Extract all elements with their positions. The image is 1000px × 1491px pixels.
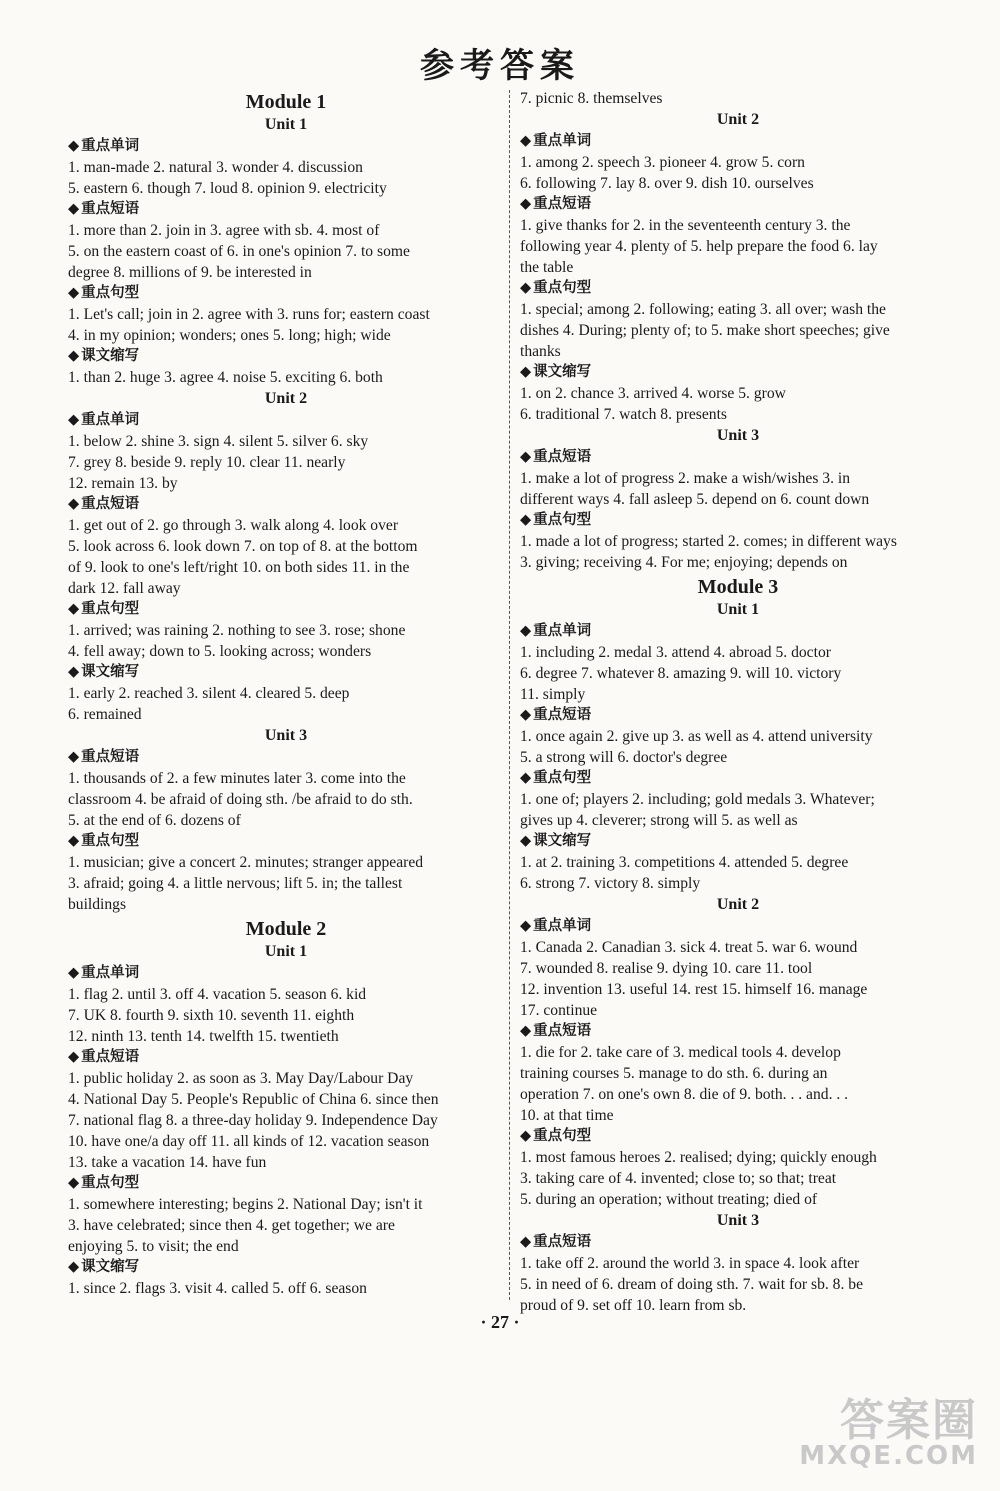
- unit-heading: Unit 1: [264, 116, 308, 133]
- section-heading: [520, 916, 956, 937]
- answer-line: gives up 4. cleverer; strong will 5. as well as: [520, 812, 798, 829]
- section-heading-label: 重点短语: [533, 1023, 592, 1039]
- answer-line: 5. look across 6. look down 7. on top of 8. at the bottom: [68, 538, 418, 555]
- section-heading-label: 重点句型: [81, 833, 140, 849]
- section-heading-label: 重点句型: [81, 601, 140, 617]
- answer-line: operation 7. on one's own 8. die of 9. both. . . and. . .: [520, 1086, 849, 1103]
- left-column: [68, 88, 504, 1299]
- answer-line: of 9. look to one's left/right 10. on both sides 11. in the: [68, 559, 410, 576]
- diamond-bullet-icon: ◆: [520, 280, 532, 296]
- section-heading-label: 课文缩写: [81, 348, 140, 364]
- answer-line: training courses 5. manage to do sth. 6. during an: [520, 1065, 828, 1082]
- answer-line: 1. early 2. reached 3. silent 4. cleared 5. deep: [68, 685, 350, 702]
- answer-line: 4. in my opinion; wonders; ones 5. long; high; wide: [68, 327, 391, 344]
- answer-line: 5. during an operation; without treating; died of: [520, 1191, 818, 1208]
- section-heading: [68, 747, 504, 768]
- watermark-text: 答案圈: [840, 1395, 978, 1446]
- page-title: 参考答案: [420, 46, 580, 86]
- section-heading: [520, 705, 956, 726]
- answer-line: 1. public holiday 2. as soon as 3. May Day/Labour Day: [68, 1070, 414, 1087]
- diamond-bullet-icon: ◆: [68, 285, 80, 301]
- section-heading-label: 重点短语: [533, 196, 592, 212]
- section-heading: [520, 362, 956, 383]
- section-heading: [68, 599, 504, 620]
- diamond-bullet-icon: ◆: [68, 601, 80, 617]
- diamond-bullet-icon: ◆: [520, 196, 532, 212]
- unit-heading: Unit 2: [716, 111, 760, 128]
- answer-line: degree 8. millions of 9. be interested in: [68, 264, 312, 281]
- section-heading: [68, 1173, 504, 1194]
- section-heading: [520, 621, 956, 642]
- module-heading: Module 1: [245, 91, 327, 113]
- answer-line: 1. including 2. medal 3. attend 4. abroad 5. doctor: [520, 644, 831, 661]
- answer-line: 17. continue: [520, 1002, 598, 1019]
- section-heading-label: 重点单词: [533, 623, 592, 639]
- answer-line: 6. remained: [68, 706, 142, 723]
- section-heading-label: 重点句型: [533, 1128, 592, 1144]
- answer-line: 1. musician; give a concert 2. minutes; stranger appeared: [68, 854, 424, 871]
- section-heading-label: 课文缩写: [533, 364, 592, 380]
- diamond-bullet-icon: ◆: [520, 770, 532, 786]
- diamond-bullet-icon: ◆: [520, 512, 532, 528]
- answer-line: 3. taking care of 4. invented; close to; so that; treat: [520, 1170, 837, 1187]
- unit-heading: Unit 1: [264, 943, 308, 960]
- section-heading: [68, 494, 504, 515]
- section-heading-label: 重点短语: [533, 707, 592, 723]
- answer-line: 3. afraid; going 4. a little nervous; lift 5. in; the tallest: [68, 875, 403, 892]
- diamond-bullet-icon: ◆: [68, 749, 80, 765]
- section-heading: [520, 1126, 956, 1147]
- answer-line: 5. at the end of 6. dozens of: [68, 812, 241, 829]
- diamond-bullet-icon: ◆: [520, 1234, 532, 1250]
- answer-line: 5. eastern 6. though 7. loud 8. opinion 9. electricity: [68, 180, 387, 197]
- answer-line: 11. simply: [520, 686, 586, 703]
- column-divider: [509, 90, 510, 1300]
- diamond-bullet-icon: ◆: [68, 496, 80, 512]
- answer-line: 3. have celebrated; since then 4. get together; we are: [68, 1217, 395, 1234]
- diamond-bullet-icon: ◆: [520, 1023, 532, 1039]
- diamond-bullet-icon: ◆: [520, 918, 532, 934]
- answer-line: 1. one of; players 2. including; gold medals 3. Whatever;: [520, 791, 875, 808]
- answer-line: 6. strong 7. victory 8. simply: [520, 875, 701, 892]
- answer-line: the table: [520, 259, 574, 276]
- diamond-bullet-icon: ◆: [68, 664, 80, 680]
- section-heading-label: 重点单词: [533, 133, 592, 149]
- answer-line: enjoying 5. to visit; the end: [68, 1238, 239, 1255]
- section-heading: [68, 136, 504, 157]
- section-heading-label: 重点单词: [533, 918, 592, 934]
- section-heading: [520, 768, 956, 789]
- watermark-logo: [799, 1395, 978, 1471]
- answer-line: 1. somewhere interesting; begins 2. National Day; isn't it: [68, 1196, 423, 1213]
- diamond-bullet-icon: ◆: [68, 1259, 80, 1275]
- answer-line: 6. following 7. lay 8. over 9. dish 10. ourselves: [520, 175, 814, 192]
- right-column: [520, 88, 956, 1316]
- answer-line: 1. arrived; was raining 2. nothing to see 3. rose; shone: [68, 622, 406, 639]
- diamond-bullet-icon: ◆: [520, 623, 532, 639]
- section-heading: [68, 199, 504, 220]
- answer-line: proud of 9. set off 10. learn from sb.: [520, 1297, 747, 1314]
- section-heading-label: 重点句型: [533, 512, 592, 528]
- answer-line: 1. at 2. training 3. competitions 4. attended 5. degree: [520, 854, 849, 871]
- section-heading: [68, 662, 504, 683]
- answer-line: 1. give thanks for 2. in the seventeenth century 3. the: [520, 217, 851, 234]
- answer-line: 12. invention 13. useful 14. rest 15. himself 16. manage: [520, 981, 868, 998]
- section-heading-label: 课文缩写: [533, 833, 592, 849]
- page-number: · 27 ·: [480, 1312, 520, 1332]
- answer-line: 6. degree 7. whatever 8. amazing 9. will 10. victory: [520, 665, 842, 682]
- answer-line: 1. man-made 2. natural 3. wonder 4. discussion: [68, 159, 363, 176]
- answer-line: 1. special; among 2. following; eating 3. all over; wash the: [520, 301, 886, 318]
- section-heading-label: 重点句型: [81, 285, 140, 301]
- answer-line: 7. picnic 8. themselves: [520, 90, 663, 107]
- answer-line: 12. ninth 13. tenth 14. twelfth 15. twentieth: [68, 1028, 339, 1045]
- answer-line: 1. most famous heroes 2. realised; dying; quickly enough: [520, 1149, 877, 1166]
- diamond-bullet-icon: ◆: [520, 133, 532, 149]
- section-heading: [68, 1047, 504, 1068]
- answer-line: 5. a strong will 6. doctor's degree: [520, 749, 728, 766]
- section-heading: [68, 346, 504, 367]
- section-heading-label: 重点短语: [81, 749, 140, 765]
- answer-line: thanks: [520, 343, 561, 360]
- answer-line: 1. once again 2. give up 3. as well as 4. attend university: [520, 728, 873, 745]
- answer-line: 1. die for 2. take care of 3. medical tools 4. develop: [520, 1044, 841, 1061]
- diamond-bullet-icon: ◆: [68, 1049, 80, 1065]
- answer-line: 6. traditional 7. watch 8. presents: [520, 406, 727, 423]
- section-heading-label: 重点短语: [533, 449, 592, 465]
- section-heading: [520, 1232, 956, 1253]
- unit-heading: Unit 3: [264, 727, 308, 744]
- section-heading: [68, 410, 504, 431]
- answer-line: 12. remain 13. by: [68, 475, 178, 492]
- section-heading-label: 重点单词: [81, 412, 140, 428]
- section-heading-label: 课文缩写: [81, 664, 140, 680]
- diamond-bullet-icon: ◆: [520, 833, 532, 849]
- answer-line: 7. wounded 8. realise 9. dying 10. care 11. tool: [520, 960, 813, 977]
- section-heading-label: 重点单词: [81, 138, 140, 154]
- diamond-bullet-icon: ◆: [68, 1175, 80, 1191]
- diamond-bullet-icon: ◆: [68, 833, 80, 849]
- answer-line: 1. on 2. chance 3. arrived 4. worse 5. grow: [520, 385, 786, 402]
- section-heading: [520, 510, 956, 531]
- unit-heading: Unit 3: [716, 427, 760, 444]
- diamond-bullet-icon: ◆: [520, 449, 532, 465]
- section-heading-label: 重点短语: [81, 1049, 140, 1065]
- answer-line: 1. than 2. huge 3. agree 4. noise 5. exciting 6. both: [68, 369, 383, 386]
- answer-line: 1. more than 2. join in 3. agree with sb. 4. most of: [68, 222, 380, 239]
- section-heading-label: 课文缩写: [81, 1259, 140, 1275]
- diamond-bullet-icon: ◆: [68, 201, 80, 217]
- section-heading: [68, 963, 504, 984]
- section-heading: [520, 447, 956, 468]
- answer-line: 1. thousands of 2. a few minutes later 3. come into the: [68, 770, 406, 787]
- answer-line: 10. at that time: [520, 1107, 614, 1124]
- answer-line: 7. national flag 8. a three-day holiday 9. Independence Day: [68, 1112, 438, 1129]
- section-heading: [520, 131, 956, 152]
- section-heading-label: 重点短语: [81, 496, 140, 512]
- section-heading-label: 重点句型: [533, 280, 592, 296]
- diamond-bullet-icon: ◆: [68, 965, 80, 981]
- answer-line: 3. giving; receiving 4. For me; enjoying; depends on: [520, 554, 848, 571]
- module-heading: Module 2: [245, 918, 327, 940]
- answer-line: 1. made a lot of progress; started 2. comes; in different ways: [520, 533, 897, 550]
- answer-line: 5. in need of 6. dream of doing sth. 7. wait for sb. 8. be: [520, 1276, 863, 1293]
- section-heading: [520, 1021, 956, 1042]
- answer-line: 1. get out of 2. go through 3. walk along 4. look over: [68, 517, 399, 534]
- section-heading-label: 重点单词: [81, 965, 140, 981]
- section-heading: [520, 194, 956, 215]
- diamond-bullet-icon: ◆: [520, 707, 532, 723]
- answer-line: 7. UK 8. fourth 9. sixth 10. seventh 11. eighth: [68, 1007, 355, 1024]
- answer-line: 1. since 2. flags 3. visit 4. called 5. off 6. season: [68, 1280, 367, 1297]
- diamond-bullet-icon: ◆: [520, 1128, 532, 1144]
- section-heading: [68, 831, 504, 852]
- answer-line: 1. flag 2. until 3. off 4. vacation 5. season 6. kid: [68, 986, 367, 1003]
- unit-heading: Unit 2: [716, 896, 760, 913]
- unit-heading: Unit 3: [716, 1212, 760, 1229]
- watermark-url: MXQE.COM: [799, 1441, 978, 1471]
- answer-line: 4. National Day 5. People's Republic of China 6. since then: [68, 1091, 439, 1108]
- section-heading-label: 重点短语: [533, 1234, 592, 1250]
- answer-line: classroom 4. be afraid of doing sth. /be afraid to do sth.: [68, 791, 413, 808]
- section-heading: [520, 278, 956, 299]
- unit-heading: Unit 1: [716, 601, 760, 618]
- unit-heading: Unit 2: [264, 390, 308, 407]
- section-heading-label: 重点短语: [81, 201, 140, 217]
- answer-line: following year 4. plenty of 5. help prepare the food 6. lay: [520, 238, 878, 255]
- section-heading: [520, 831, 956, 852]
- answer-line: 10. have one/a day off 11. all kinds of 12. vacation season: [68, 1133, 430, 1150]
- answer-line: 7. grey 8. beside 9. reply 10. clear 11. nearly: [68, 454, 346, 471]
- module-heading: Module 3: [697, 576, 779, 598]
- answer-line: 5. on the eastern coast of 6. in one's opinion 7. to some: [68, 243, 410, 260]
- section-heading-label: 重点句型: [81, 1175, 140, 1191]
- section-heading: [68, 283, 504, 304]
- answer-line: 4. fell away; down to 5. looking across; wonders: [68, 643, 372, 660]
- answer-line: dark 12. fall away: [68, 580, 181, 597]
- answer-line: buildings: [68, 896, 127, 913]
- answer-line: 1. among 2. speech 3. pioneer 4. grow 5. corn: [520, 154, 805, 171]
- answer-line: dishes 4. During; plenty of; to 5. make short speeches; give: [520, 322, 890, 339]
- diamond-bullet-icon: ◆: [68, 138, 80, 154]
- diamond-bullet-icon: ◆: [68, 412, 80, 428]
- answer-line: 1. make a lot of progress 2. make a wish/wishes 3. in: [520, 470, 851, 487]
- section-heading: [68, 1257, 504, 1278]
- answer-line: different ways 4. fall asleep 5. depend on 6. count down: [520, 491, 870, 508]
- answer-line: 13. take a vacation 14. have fun: [68, 1154, 267, 1171]
- diamond-bullet-icon: ◆: [68, 348, 80, 364]
- diamond-bullet-icon: ◆: [520, 364, 532, 380]
- answer-line: 1. Canada 2. Canadian 3. sick 4. treat 5. war 6. wound: [520, 939, 858, 956]
- answer-line: 1. below 2. shine 3. sign 4. silent 5. silver 6. sky: [68, 433, 369, 450]
- section-heading-label: 重点句型: [533, 770, 592, 786]
- answer-line: 1. Let's call; join in 2. agree with 3. runs for; eastern coast: [68, 306, 430, 323]
- answer-line: 1. take off 2. around the world 3. in space 4. look after: [520, 1255, 860, 1272]
